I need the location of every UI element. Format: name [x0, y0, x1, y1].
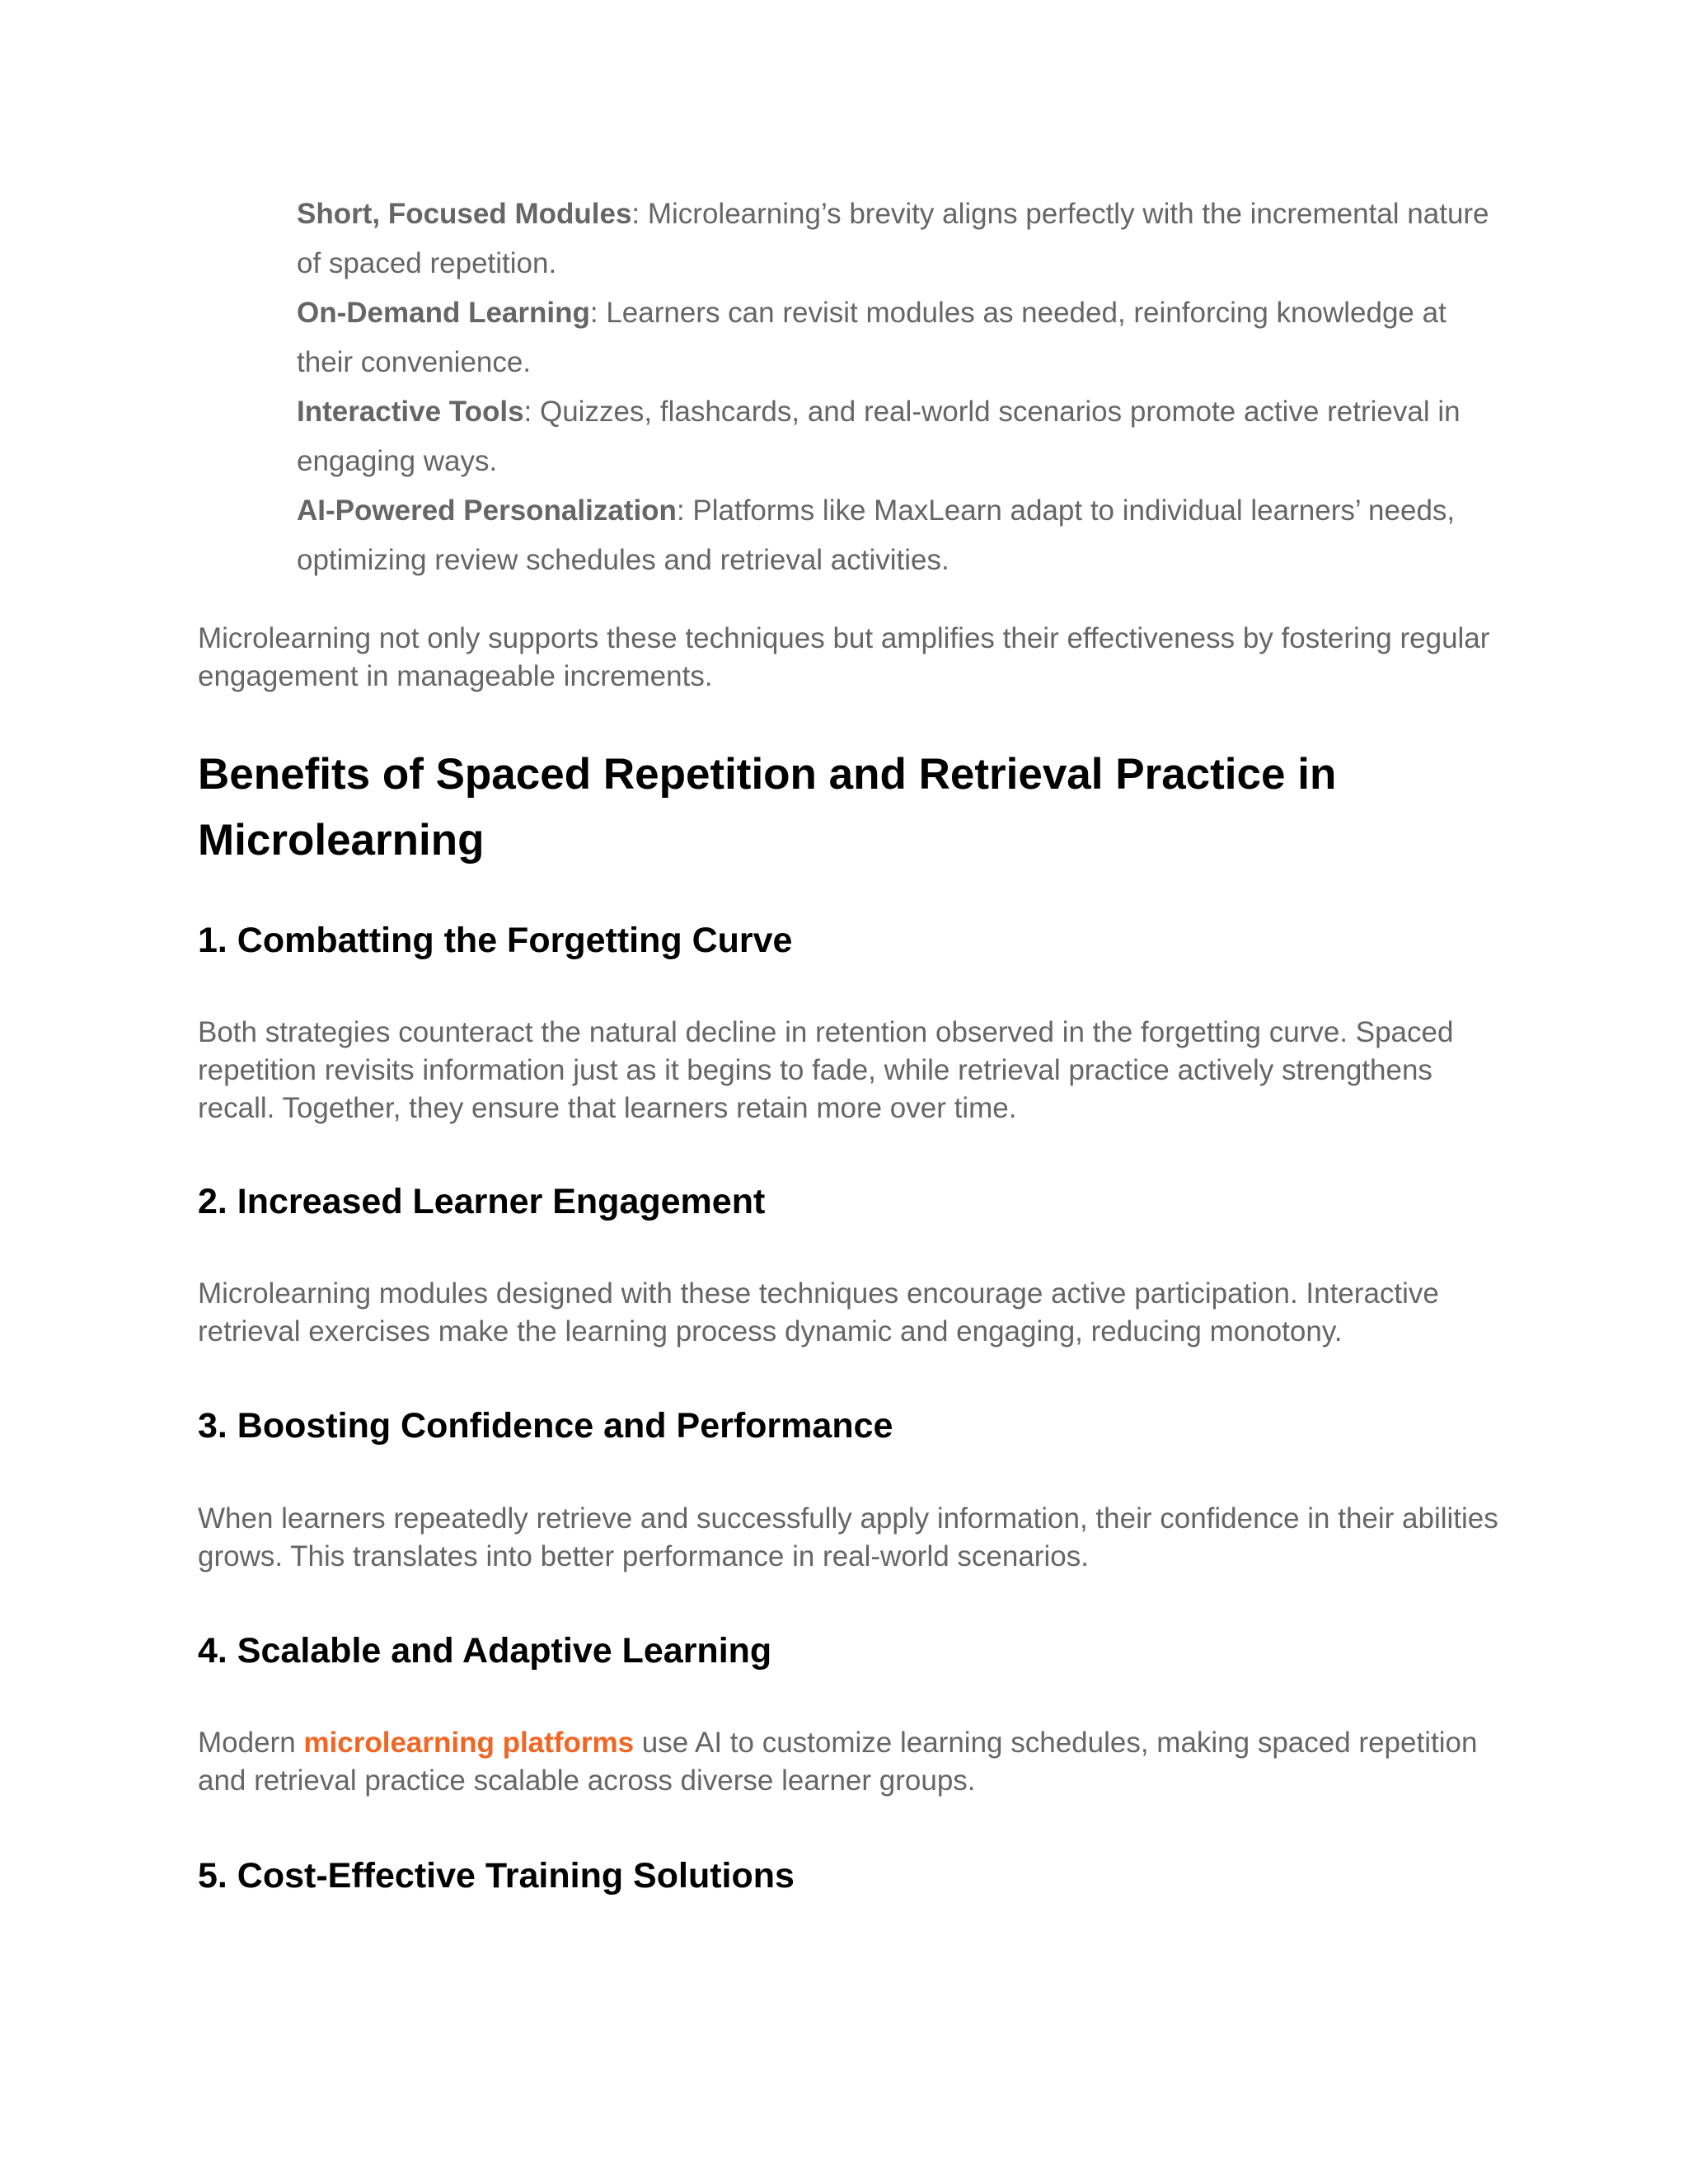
intro-paragraph: Microlearning not only supports these techniques but amplifies their effectiveness by fostering regular engagement in manageable increments. — [198, 622, 1490, 692]
paragraph-adaptive — [198, 1724, 1500, 1800]
list-item-text: : Microlearning’s brevity aligns perfectly with the incremental nature of spaced repetition. — [297, 198, 1489, 279]
section-heading-main: Benefits of Spaced Repetition and Retrieval Practice in Microlearning — [198, 750, 1337, 865]
list-item-text: : Learners can revisit modules as needed, reinforcing knowledge at their convenience. — [297, 297, 1447, 378]
paragraph-text-after-link: use AI to customize learning schedules, making spaced repetition and retrieval practice scalable across diverse learner groups. — [198, 1727, 1478, 1797]
list-item — [297, 288, 1500, 387]
list-item-term: AI-Powered Personalization — [297, 494, 677, 527]
list-item — [297, 486, 1500, 585]
list-item — [297, 190, 1500, 288]
paragraph-forgetting-curve: Both strategies counteract the natural decline in retention observed in the forgetting curve. Spaced repetition revisits information just as it begins to fade, while retrieval practice actively strengthens recall. Together, they ensure that learners retain more over time. — [198, 1016, 1454, 1124]
paragraph-text-before-link: Modern — [198, 1727, 304, 1759]
section-heading-confidence: 3. Boosting Confidence and Performance — [198, 1406, 893, 1446]
section-heading-forgetting-curve: 1. Combatting the Forgetting Curve — [198, 921, 793, 960]
list-item-term: Interactive Tools — [297, 396, 524, 428]
microlearning-platforms-link[interactable]: microlearning platforms — [303, 1727, 635, 1759]
list-item-text: : Quizzes, flashcards, and real-world scenarios promote active retrieval in engaging ways. — [297, 396, 1461, 477]
section-heading-cost-effective: 5. Cost-Effective Training Solutions — [198, 1856, 795, 1896]
list-item — [297, 387, 1500, 486]
paragraph-engagement: Microlearning modules designed with these techniques encourage active participation. Interactive retrieval exercises make the learning process dynamic and engaging, reducing monotony. — [198, 1277, 1439, 1347]
list-item-term: On-Demand Learning — [297, 297, 590, 329]
list-item-term: Short, Focused Modules — [297, 198, 632, 230]
paragraph-confidence: When learners repeatedly retrieve and successfully apply information, their confidence in their abilities grows. This translates into better performance in real-world scenarios. — [198, 1502, 1498, 1572]
section-heading-engagement: 2. Increased Learner Engagement — [198, 1182, 766, 1221]
feature-list — [297, 190, 1500, 585]
list-item-text: : Platforms like MaxLearn adapt to individual learners’ needs, optimizing review schedules and retrieval activities. — [297, 494, 1456, 576]
section-heading-adaptive: 4. Scalable and Adaptive Learning — [198, 1631, 772, 1671]
